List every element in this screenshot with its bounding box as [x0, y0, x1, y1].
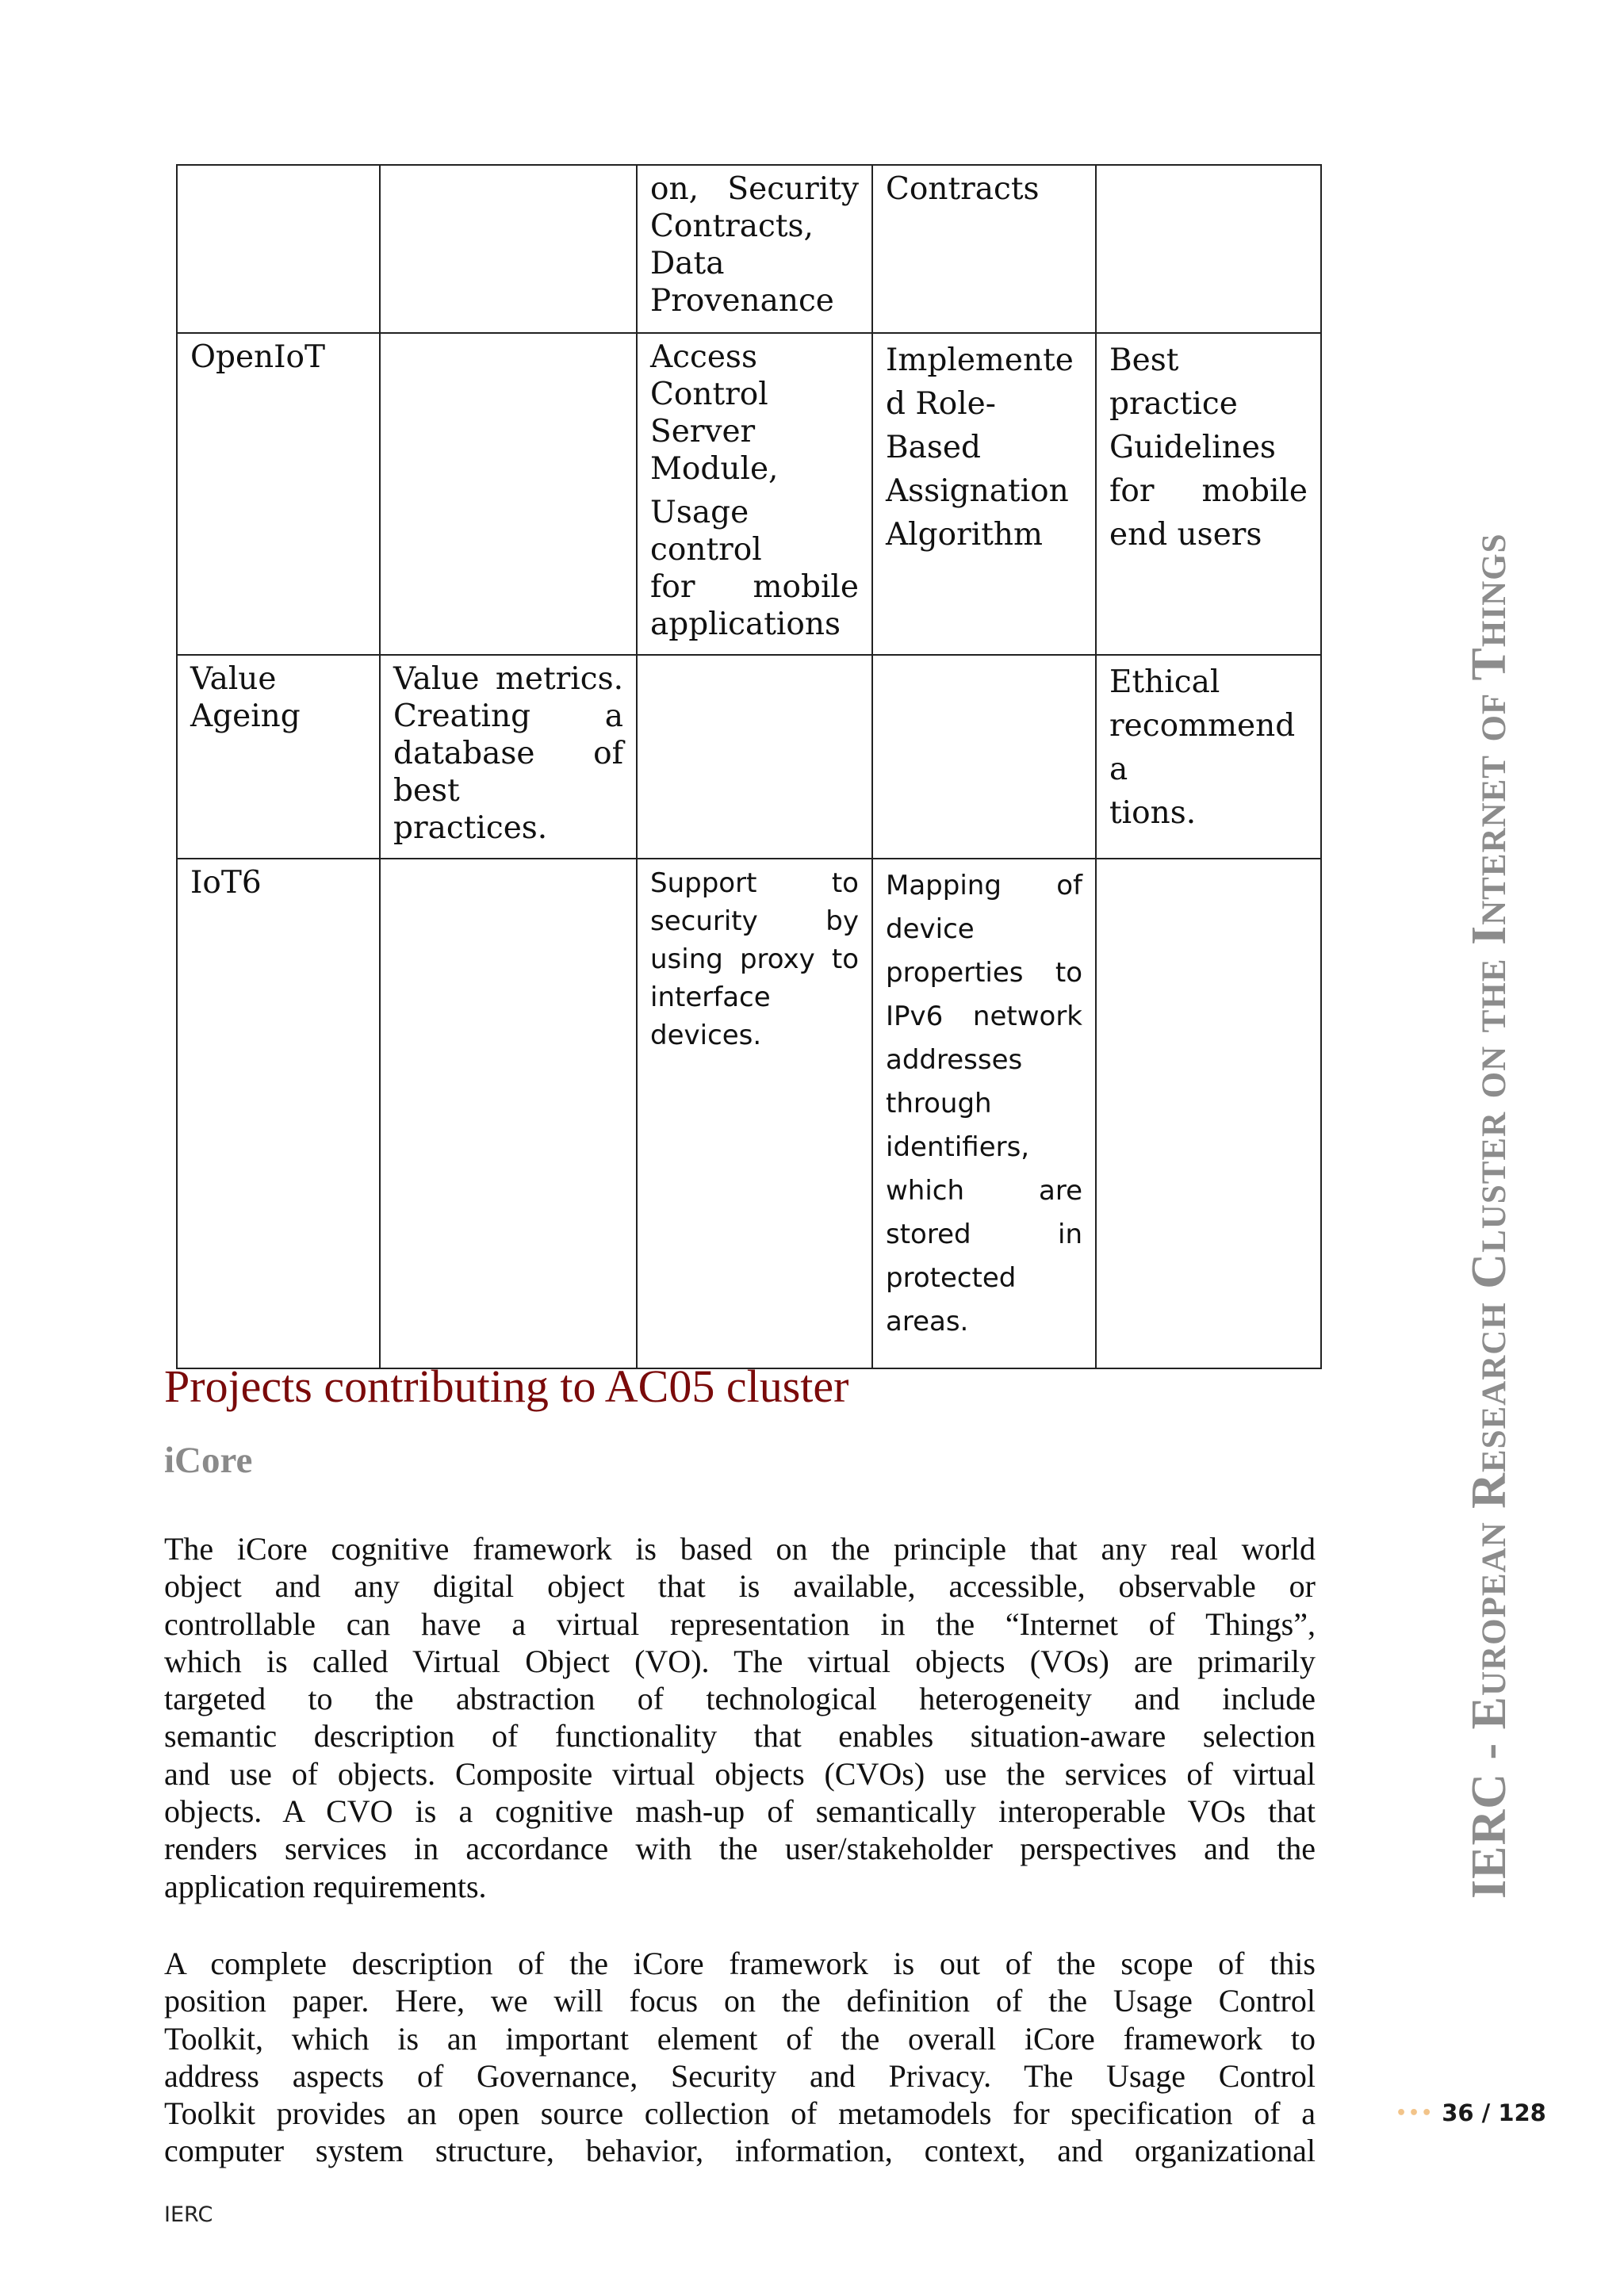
cell-line: device: [886, 913, 975, 945]
cell-line: d Role-Based: [886, 386, 996, 465]
projects-table: [176, 164, 1322, 1369]
cell-line: IPv6 network: [886, 1001, 1082, 1032]
cell-line: Value metrics.: [393, 661, 623, 697]
paragraph-line: controllable can have a virtual representation in the “Internet of Things”,: [164, 1605, 1316, 1642]
paragraph-line: targeted to the abstraction of technological heterogeneity and include: [164, 1681, 1316, 1717]
table-cell: [1096, 165, 1321, 333]
table-cell: [872, 655, 1096, 859]
cell-line: Contracts: [886, 171, 1040, 207]
cell-line: properties to: [886, 957, 1082, 989]
paragraph-line: semantic description of functionality that enables situation-aware selection: [164, 1718, 1316, 1755]
cell-line: Usage control: [650, 495, 762, 568]
cell-line: interface: [650, 982, 771, 1013]
table-cell: [1096, 655, 1321, 859]
cell-line: Module,: [650, 451, 779, 487]
cell-line: Contracts,: [650, 209, 814, 244]
cell-line: Best practice: [1109, 342, 1238, 422]
table-cell: [177, 655, 380, 859]
cell-line: security by: [650, 905, 859, 937]
table-cell: [872, 333, 1096, 655]
paragraph-line: and use of objects. Composite virtual objects (CVOs) use the services of virtual: [164, 1755, 1316, 1792]
cell-line: through: [886, 1088, 992, 1119]
cell-line: Server: [650, 414, 756, 450]
page-number-text: 36 / 128: [1442, 2099, 1546, 2126]
table-row: [177, 655, 1321, 859]
table-cell: [380, 165, 637, 333]
cell-para: [650, 494, 859, 643]
table-cell: [1096, 333, 1321, 655]
table-cell: [872, 859, 1096, 1368]
cell-line: on, Security: [650, 171, 859, 207]
cell-line: Ethical: [1109, 664, 1220, 700]
cell-line: for mobile: [1109, 473, 1308, 509]
paragraph-line: renders services in accordance with the user/stakeholder perspectives and the: [164, 1831, 1316, 1867]
table-row: [177, 165, 1321, 333]
cell-line: using proxy to: [650, 943, 859, 975]
page-number: [1396, 2099, 1546, 2126]
cell-line: for mobile: [650, 569, 859, 605]
footer-label: IERC: [164, 2202, 213, 2227]
cell-line: Creating a: [393, 698, 623, 734]
paragraph-line: The iCore cognitive framework is based on the principle that any real world: [164, 1531, 1316, 1567]
cell-line: Algorithm: [886, 517, 1043, 553]
cell-line: Guidelines: [1109, 430, 1276, 465]
paragraph-line: which is called Virtual Object (VO). The virtual objects (VOs) are primarily: [164, 1643, 1316, 1679]
cell-line: Control: [650, 377, 768, 412]
cell-line: devices.: [650, 1020, 762, 1051]
table-cell: [177, 859, 380, 1368]
cell-line: Data: [650, 246, 725, 281]
paragraph-line: objects. A CVO is a cognitive mash-up of semantically interoperable VOs that: [164, 1793, 1316, 1830]
cell-para: [650, 339, 859, 488]
cell-line: which are: [886, 1175, 1082, 1207]
cell-line: Ageing: [190, 698, 301, 734]
table-cell: [380, 859, 637, 1368]
table-cell: [1096, 859, 1321, 1368]
table-cell: [637, 859, 872, 1368]
table-cell: [872, 165, 1096, 333]
paragraph-line: object and any digital object that is available, accessible, observable or: [164, 1568, 1316, 1605]
cell-line: protected: [886, 1262, 1017, 1294]
cell-line: database of: [393, 736, 623, 771]
cell-line: Assignation: [886, 473, 1069, 509]
cell-line: IoT6: [190, 865, 262, 901]
paragraph-line: computer system structure, behavior, information, context, and organizational: [164, 2133, 1316, 2169]
paragraph-line: application requirements.: [164, 1868, 487, 1904]
paragraph-line: position paper. Here, we will focus on the definition of the Usage Control: [164, 1983, 1316, 2019]
cell-line: addresses: [886, 1044, 1023, 1076]
table-row: [177, 333, 1321, 655]
page-dots-icon: •••: [1396, 2103, 1434, 2123]
section-heading: Projects contributing to AC05 cluster: [164, 1360, 849, 1412]
paragraph-line: address aspects of Governance, Security and Privacy. The Usage Control: [164, 2057, 1316, 2094]
cell-line: Mapping of: [886, 870, 1082, 901]
cell-line: Support to: [650, 867, 859, 899]
cell-line: stored in: [886, 1219, 1082, 1250]
sub-heading: iCore: [164, 1440, 253, 1481]
table-cell: [177, 333, 380, 655]
table-cell: [380, 333, 637, 655]
table-row: [177, 859, 1321, 1368]
cell-line: best practices.: [393, 773, 548, 846]
paragraph-line: A complete description of the iCore framework is out of the scope of this: [164, 1946, 1316, 1981]
cell-line: Implemente: [886, 342, 1074, 378]
cell-line: OpenIoT: [190, 339, 326, 375]
cell-line: applications: [650, 607, 841, 642]
cell-line: recommenda: [1109, 708, 1296, 787]
table-cell: [380, 655, 637, 859]
cell-line: identifiers,: [886, 1131, 1030, 1163]
cell-line: Access: [650, 339, 757, 375]
cell-line: Provenance: [650, 283, 834, 319]
paragraph-line: Toolkit, which is an important element of the overall iCore framework to: [164, 2020, 1316, 2057]
cell-line: Value: [190, 661, 277, 697]
side-title: IERC - European Research Cluster on the Internet of Things: [1462, 533, 1516, 1899]
paragraph-line: Toolkit provides an open source collection of metamodels for specification of a: [164, 2095, 1316, 2132]
cell-line: tions.: [1109, 795, 1197, 831]
table-cell: [177, 165, 380, 333]
cell-line: areas.: [886, 1306, 969, 1337]
table-cell: [637, 333, 872, 655]
table-cell: [637, 655, 872, 859]
cell-line: end users: [1109, 517, 1262, 553]
body-paragraph: [164, 1945, 1316, 2170]
body-paragraph: [164, 1530, 1316, 1905]
table-cell: [637, 165, 872, 333]
